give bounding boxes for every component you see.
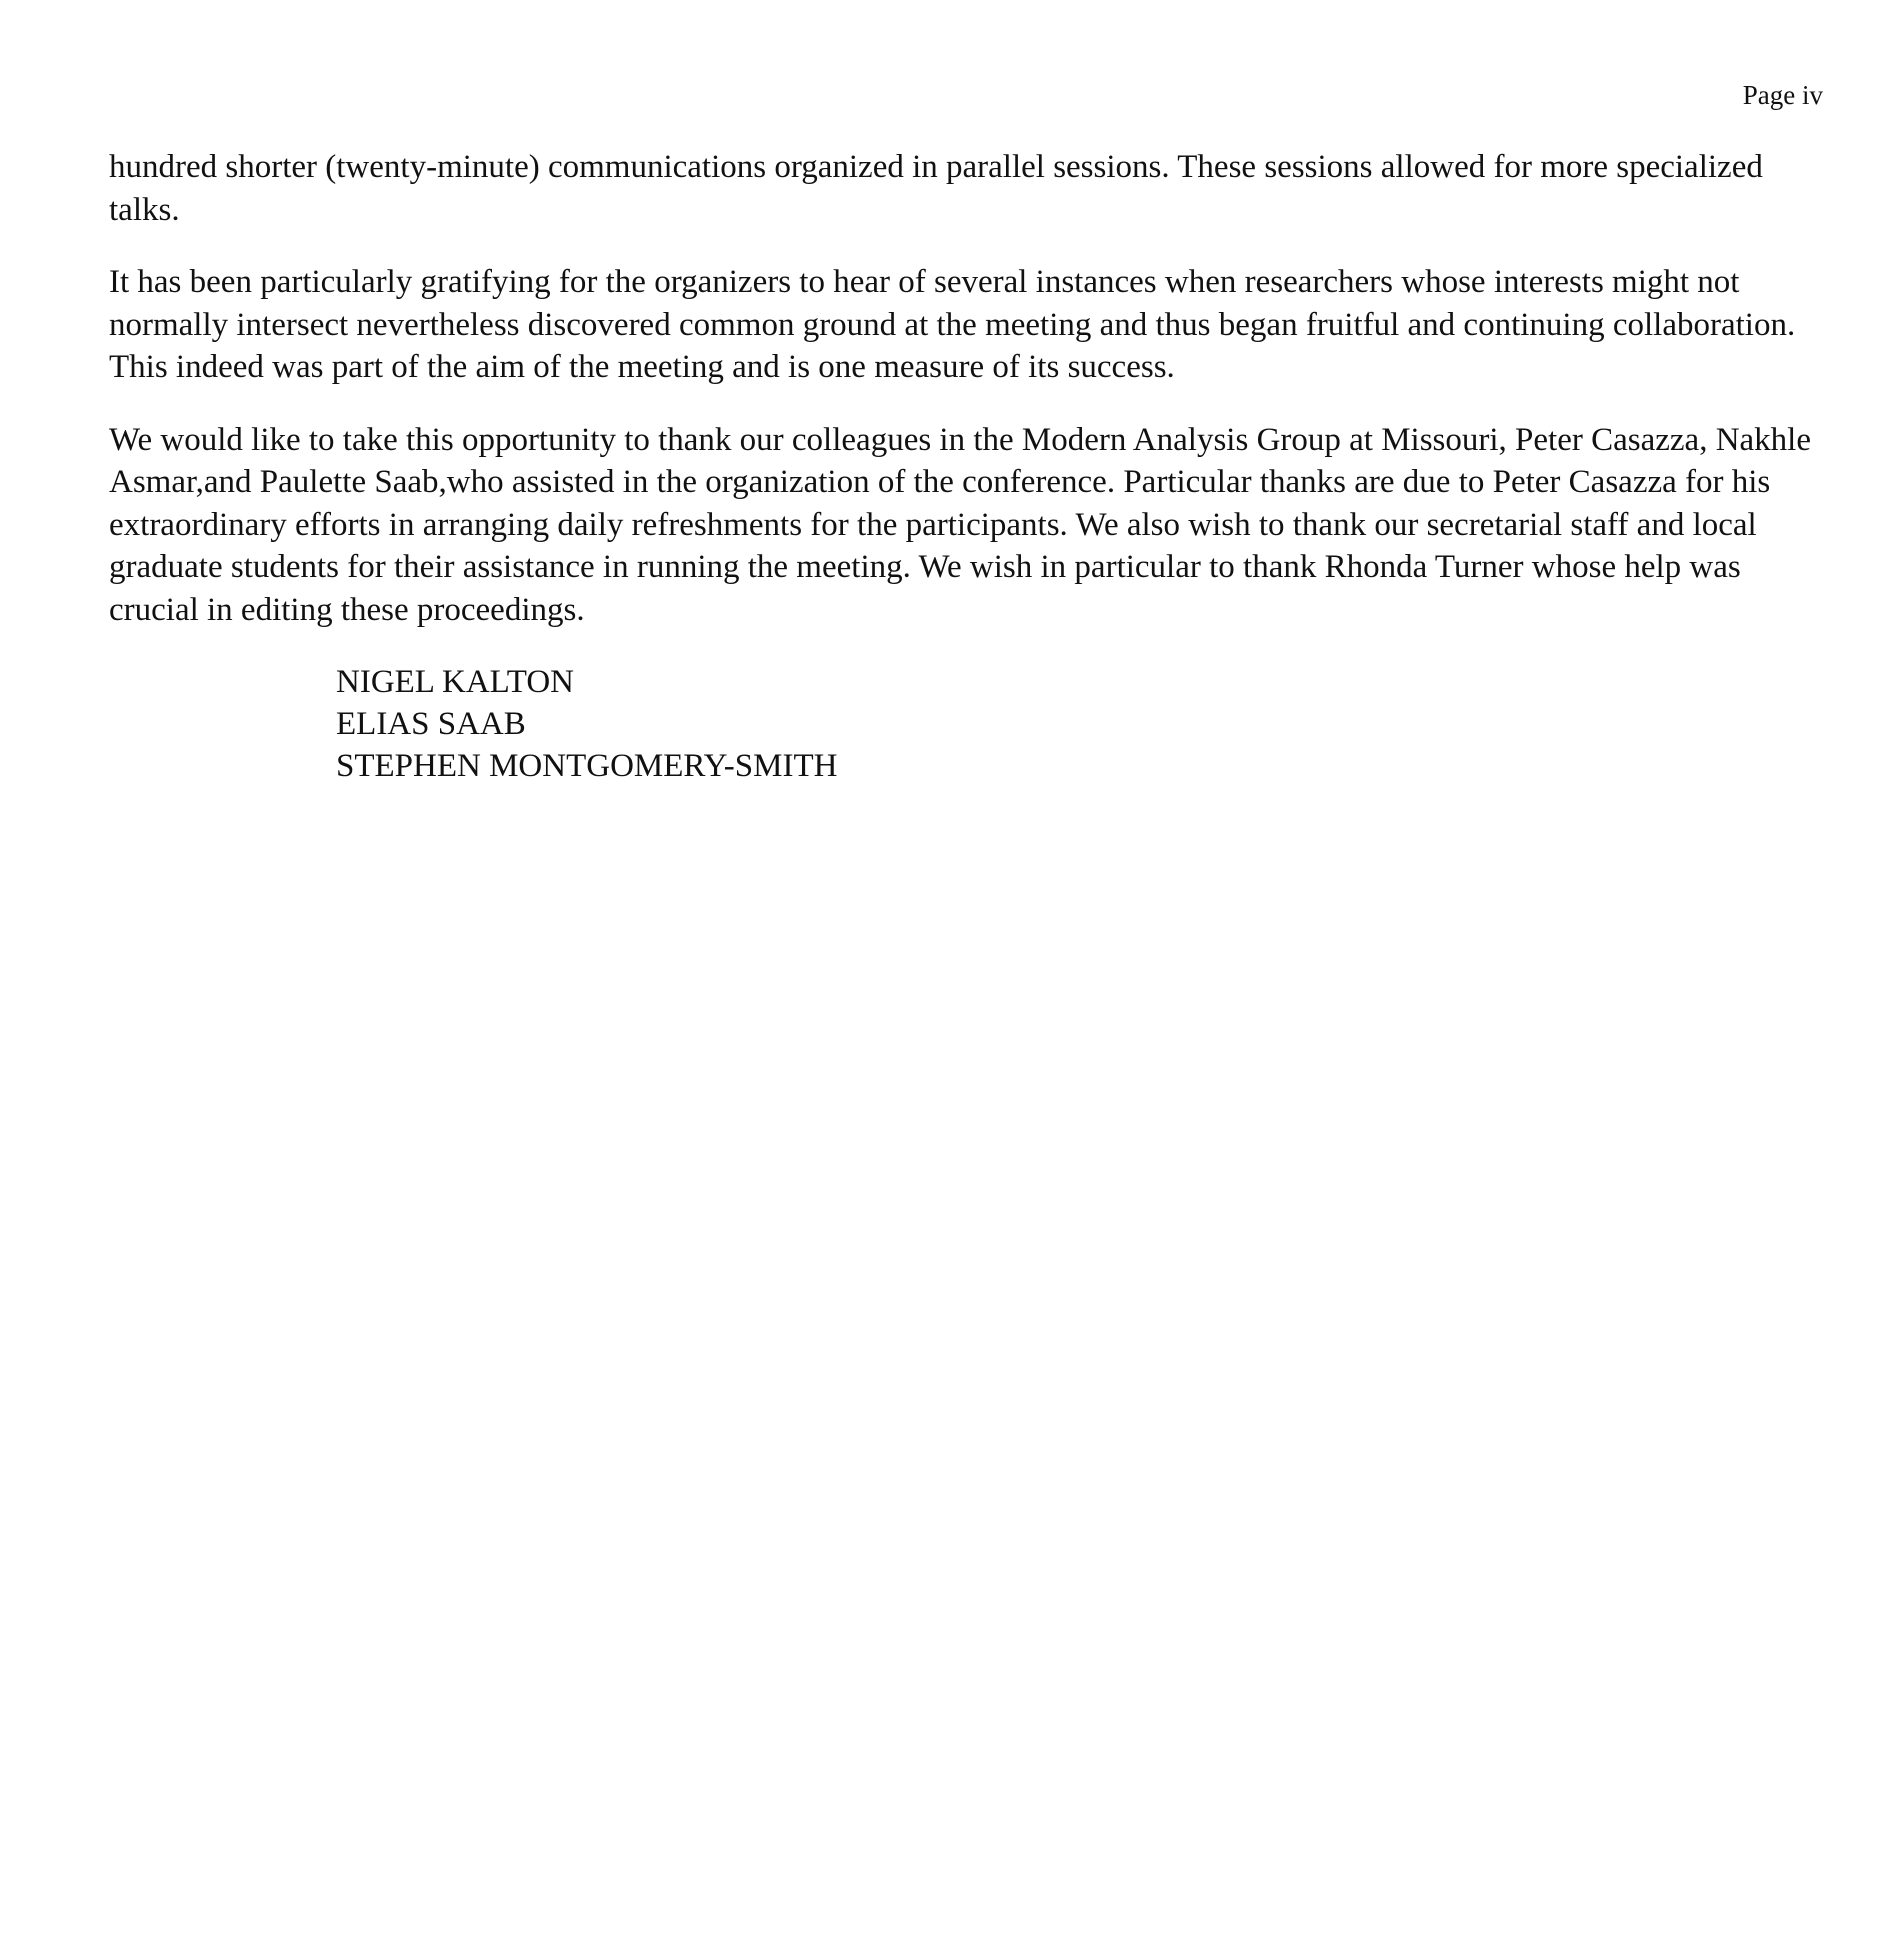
signatory-name: STEPHEN MONTGOMERY-SMITH — [336, 748, 838, 784]
paragraph-sessions: hundred shorter (twenty-minute) communications organized in parallel sessions. These sessions allowed for more specialized talks. — [109, 149, 1763, 228]
paragraph-acknowledgements: We would like to take this opportunity to thank our colleagues in the Modern Analysis Group at Missouri, Peter Casazza, Nakhle Asmar,and Paulette Saab,who assisted in the organization of the conference. Particular thanks are due to Peter Casazza for his extraordinary efforts in arranging daily refreshments for the participants. We also wish to thank our secretarial staff and local graduate students for their assistance in running the meeting. We wish in particular to thank Rhonda Turner whose help was crucial in editing these proceedings. — [109, 421, 1811, 628]
paragraph-collaboration: It has been particularly gratifying for the organizers to hear of several instances when researchers whose interests might not normally intersect nevertheless discovered common ground at the meeting and thus began fruitful and continuing collaboration. This indeed was part of the aim of the meeting and is one measure of its success. — [109, 264, 1796, 385]
signatories — [336, 661, 1814, 787]
document-body — [109, 146, 1814, 787]
signatory-name: ELIAS SAAB — [336, 706, 526, 742]
signatory-name: NIGEL KALTON — [336, 664, 575, 700]
page-number: Page iv — [1742, 80, 1823, 110]
